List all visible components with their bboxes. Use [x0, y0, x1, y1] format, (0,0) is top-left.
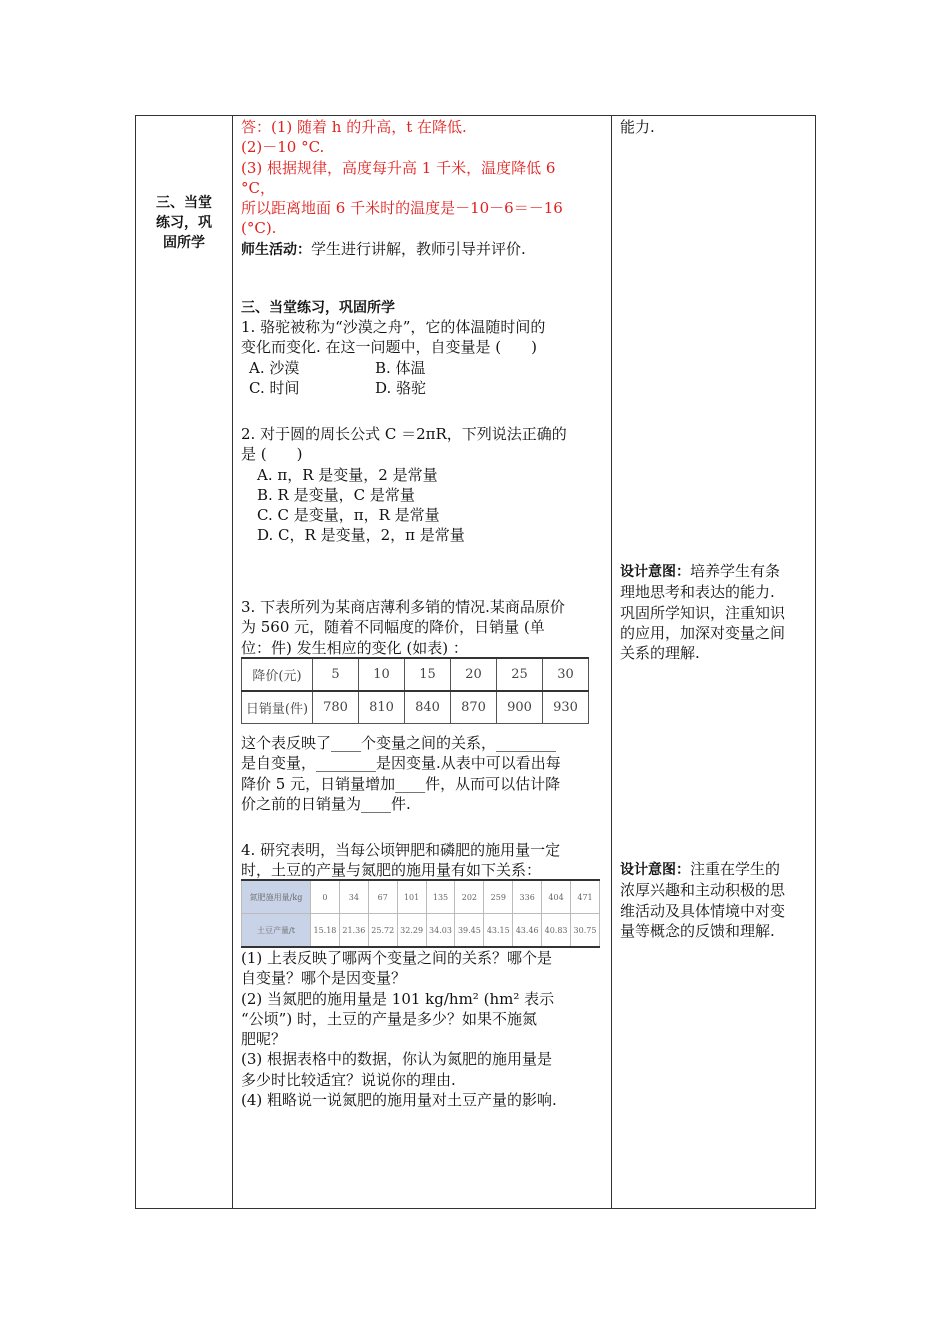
option-b: B. 体温	[375, 358, 426, 377]
option-d: D. 骆驼	[375, 378, 427, 397]
cell: 39.45	[455, 914, 484, 948]
design-intent-2	[620, 859, 785, 941]
cell: 氮肥施用量/kg	[242, 880, 311, 914]
cell: 404	[542, 880, 571, 914]
table-border	[135, 1208, 815, 1209]
question-3-blanks	[241, 733, 561, 814]
cell: 101	[397, 880, 426, 914]
q-line: (2) 当氮肥的施用量是 101 kg/hm² (hm² 表示	[241, 989, 555, 1008]
design-label: 设计意图：	[620, 862, 690, 878]
cell: 43.15	[484, 914, 513, 948]
option-c: C. 时间	[249, 378, 300, 397]
cell: 20	[451, 658, 497, 691]
cell: 32.29	[397, 914, 426, 948]
d-line: 浓厚兴趣和主动积极的思	[620, 881, 786, 900]
cell: 21.36	[339, 914, 368, 948]
activity-label: 师生活动：	[241, 242, 311, 258]
section-label	[140, 193, 228, 253]
d-line: 理地思考和表达的能力.	[620, 583, 775, 602]
question-3	[241, 597, 565, 658]
cell: 日销量(件)	[242, 691, 313, 724]
d-line: 的应用，加深对变量之间	[620, 623, 786, 642]
answer-line: (°C).	[241, 219, 277, 238]
q-line: (1) 上表反映了哪两个变量之间的关系？哪个是	[241, 949, 553, 967]
cell: 土豆产量/t	[242, 914, 311, 948]
design-label: 设计意图：	[620, 564, 690, 580]
d-line: 维活动及具体情境中对变	[620, 901, 786, 920]
cell: 810	[359, 691, 405, 724]
option-b: B. R 是变量，C 是常量	[257, 485, 415, 504]
q-line: 为 560 元，随着不同幅度的降价，日销量 (单	[241, 618, 545, 637]
q-line: 变化而变化. 在这一问题中，自变量是 ( )	[241, 338, 538, 357]
d-line: 关系的理解.	[620, 644, 700, 663]
table-border	[815, 115, 816, 1209]
price-sales-table	[241, 657, 589, 724]
activity-text: 学生进行讲解，教师引导并评价.	[311, 240, 526, 258]
q-line: 1. 骆驼被称为“沙漠之舟”，它的体温随时间的	[241, 318, 546, 336]
answer-line: 答：(1) 随着 h 的升高，t 在降低.	[241, 118, 467, 136]
q-line: 这个表反映了____个变量之间的关系，________	[241, 734, 557, 752]
cell: 900	[497, 691, 543, 724]
q-line: 4. 研究表明，当每公顷钾肥和磷肥的施用量一定	[241, 841, 561, 859]
q-line: “公顷”) 时，土豆的产量是多少？如果不施氮	[241, 1009, 537, 1028]
cell: 471	[571, 880, 600, 914]
cell: 25	[497, 658, 543, 691]
table-border	[611, 115, 612, 1209]
label-line: 三、当堂	[156, 195, 212, 211]
cell: 降价(元)	[242, 658, 313, 691]
q-line: 价之前的日销量为____件.	[241, 794, 411, 813]
question-1	[241, 317, 545, 398]
cell: 336	[513, 880, 542, 914]
cell: 30	[543, 658, 589, 691]
q-line: 多少时比较适宜？说说你的理由.	[241, 1070, 456, 1089]
cell: 840	[405, 691, 451, 724]
cell: 40.83	[542, 914, 571, 948]
q-line: (4) 粗略说一说氮肥的施用量对土豆产量的影响.	[241, 1091, 557, 1110]
q-line: 是自变量，________是因变量.从表中可以看出每	[241, 754, 561, 773]
option-a: A. π，R 是变量，2 是常量	[257, 465, 438, 484]
answer-line: (3) 根据规律，高度每升高 1 千米，温度降低 6	[241, 158, 556, 177]
d-line: 注重在学生的	[690, 860, 781, 878]
cell: 930	[543, 691, 589, 724]
q-line: (3) 根据表格中的数据，你认为氮肥的施用量是	[241, 1050, 553, 1069]
d-line: 巩固所学知识，注重知识	[620, 603, 786, 622]
practice-title	[241, 297, 395, 318]
fertilizer-yield-table	[241, 879, 600, 948]
cell: 43.46	[513, 914, 542, 948]
q-line: 自变量？哪个是因变量？	[241, 969, 407, 988]
d-line: 量等概念的反馈和理解.	[620, 921, 775, 940]
answer-line: 所以距离地面 6 千米时的温度是－10－6＝－16	[241, 199, 563, 218]
table-border	[135, 115, 815, 116]
option-a: A. 沙漠	[249, 358, 300, 377]
design-intent-1	[620, 561, 785, 663]
cell: 259	[484, 880, 513, 914]
q-line: 3. 下表所列为某商店薄利多销的情况.某商品原价	[241, 598, 565, 616]
q-line: 时，土豆的产量与氮肥的施用量有如下关系：	[241, 861, 542, 880]
question-2	[241, 424, 567, 546]
label-line: 固所学	[163, 235, 205, 251]
ability-text: 能力.	[620, 118, 655, 136]
activity	[241, 239, 526, 260]
cell: 34	[339, 880, 368, 914]
table-border	[232, 115, 233, 1209]
answer-block	[241, 117, 563, 239]
question-4-subquestions	[241, 948, 557, 1110]
cell: 135	[426, 880, 455, 914]
cell: 202	[455, 880, 484, 914]
cell: 25.72	[368, 914, 397, 948]
cell: 30.75	[571, 914, 600, 948]
answer-line: °C，	[241, 178, 275, 197]
cell: 780	[313, 691, 359, 724]
q-line: 是 ( )	[241, 445, 303, 464]
cell: 870	[451, 691, 497, 724]
q-line: 2. 对于圆的周长公式 C ＝2πR，下列说法正确的	[241, 425, 567, 443]
option-d: D. C，R 是变量，2，π 是常量	[257, 526, 465, 545]
q-line: 降价 5 元，日销量增加____件，从而可以估计降	[241, 774, 561, 793]
question-4	[241, 840, 560, 881]
answer-line: (2)－10 °C.	[241, 138, 325, 157]
cell: 0	[311, 880, 340, 914]
cell: 15	[405, 658, 451, 691]
q-line: 位：件) 发生相应的变化 (如表) ：	[241, 638, 468, 657]
cell: 15.18	[311, 914, 340, 948]
practice-title-text: 三、当堂练习，巩固所学	[241, 300, 395, 316]
label-line: 练习，巩	[156, 215, 212, 231]
cell: 34.03	[426, 914, 455, 948]
d-line: 培养学生有条	[690, 562, 781, 580]
q-line: 肥呢？	[241, 1030, 287, 1049]
table-border	[135, 115, 136, 1209]
option-c: C. C 是变量，π，R 是常量	[257, 506, 440, 525]
cell: 5	[313, 658, 359, 691]
cell: 67	[368, 880, 397, 914]
cell: 10	[359, 658, 405, 691]
